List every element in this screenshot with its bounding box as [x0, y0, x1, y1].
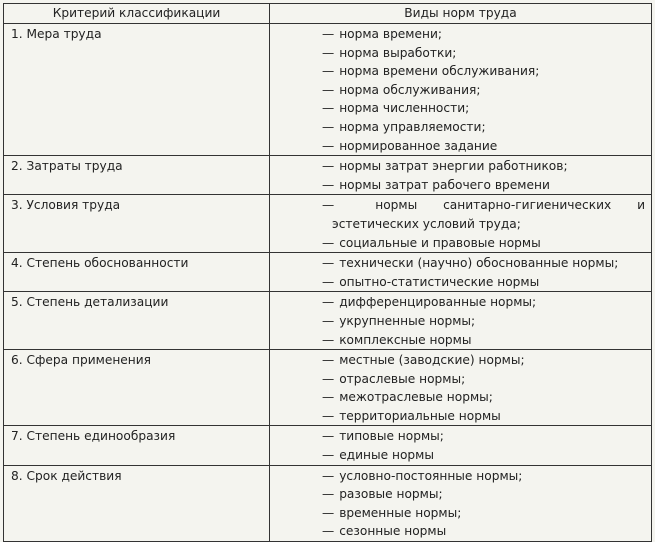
- list-item: — единые нормы: [322, 448, 434, 463]
- list-item: — местные (заводские) нормы;: [322, 353, 525, 368]
- list-item: — типовые нормы;: [322, 429, 444, 444]
- list-item: — отраслевые нормы;: [322, 371, 466, 386]
- table-row: [4, 156, 652, 195]
- list-item: — норма управляемости;: [322, 119, 486, 134]
- list-item: — социальные и правовые нормы: [322, 235, 541, 250]
- table-row: [4, 292, 652, 350]
- criterion-cell: 3. Условия труда: [4, 195, 270, 253]
- criterion-cell: 6. Сфера применения: [4, 350, 270, 426]
- list-item: — сезонные нормы: [322, 524, 447, 539]
- norm-types-cell: [270, 465, 652, 541]
- norm-types-cell: [270, 292, 652, 350]
- list-item: — межотраслевые нормы;: [322, 390, 493, 405]
- criterion-cell: 4. Степень обоснованности: [4, 253, 270, 292]
- table-row: [4, 253, 652, 292]
- norm-types-cell: [270, 253, 652, 292]
- header-norm-types: Виды норм труда: [270, 4, 652, 24]
- table-row: [4, 426, 652, 465]
- list-item: — опытно-статистические нормы: [322, 274, 540, 289]
- criterion-cell: 5. Степень детализации: [4, 292, 270, 350]
- table-header-row: [4, 4, 652, 24]
- norms-classification-table: [3, 3, 652, 542]
- list-item: — территориальные нормы: [322, 408, 501, 423]
- list-item: — технически (научно) обоснованные нормы;: [322, 256, 619, 271]
- list-item: — нормы затрат рабочего времени: [322, 177, 550, 192]
- norm-types-cell: [270, 426, 652, 465]
- norm-types-cell: [270, 156, 652, 195]
- table-row: [4, 465, 652, 541]
- list-item-continuation: эстетических условий труда;: [332, 216, 521, 231]
- list-item: — нормы санитарно-гигиенических и: [322, 198, 645, 213]
- criterion-cell: 2. Затраты труда: [4, 156, 270, 195]
- list-item: — норма численности;: [322, 101, 470, 116]
- list-item: — условно-постоянные нормы;: [322, 468, 523, 483]
- norm-types-cell: [270, 24, 652, 156]
- norm-types-cell: [270, 195, 652, 253]
- table-row: [4, 350, 652, 426]
- list-item: — дифференцированные нормы;: [322, 295, 537, 310]
- list-item: — норма времени обслуживания;: [322, 64, 540, 79]
- list-item: — временные нормы;: [322, 505, 462, 520]
- header-criterion: Критерий классификации: [4, 4, 270, 24]
- list-item: — нормированное задание: [322, 138, 498, 153]
- criterion-cell: 1. Мера труда: [4, 24, 270, 156]
- table-row: [4, 195, 652, 253]
- page: [3, 3, 651, 539]
- list-item: — норма времени;: [322, 27, 442, 41]
- norm-types-cell: [270, 350, 652, 426]
- list-item: — комплексные нормы: [322, 332, 472, 347]
- list-item: — норма выработки;: [322, 45, 457, 60]
- list-item: — нормы затрат энергии работников;: [322, 159, 568, 174]
- list-item: — норма обслуживания;: [322, 82, 481, 97]
- table-row: [4, 24, 652, 156]
- list-item: — разовые нормы;: [322, 487, 443, 502]
- list-item: — укрупненные нормы;: [322, 313, 476, 328]
- criterion-cell: 8. Срок действия: [4, 465, 270, 541]
- criterion-cell: 7. Степень единообразия: [4, 426, 270, 465]
